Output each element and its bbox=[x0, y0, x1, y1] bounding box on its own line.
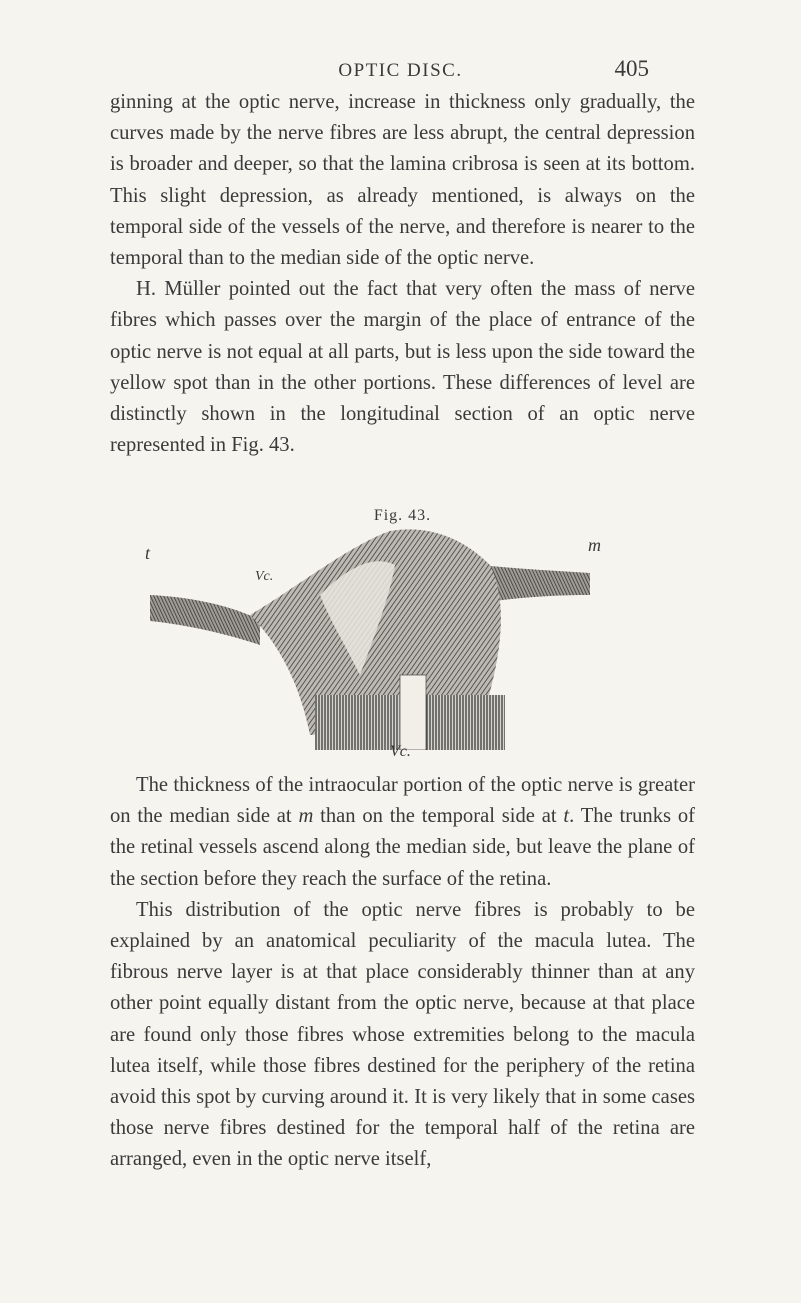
para3-part2: than on the temporal side at bbox=[313, 805, 564, 828]
retina-left bbox=[150, 595, 260, 645]
optic-nerve-section-illustration bbox=[150, 525, 590, 750]
figure-label-vc-bottom: Vc. bbox=[390, 743, 411, 760]
para3-t: t bbox=[563, 805, 570, 828]
figure-caption: Fig. 43. bbox=[373, 507, 432, 524]
paragraph-muller: H. Müller pointed out the fact that very often the mass of nerve fibres which passes over the margin of the place of entrance of the optic nerve is not equal at all parts, but is less upon the side toward the yellow spot than in the other portions. These differences of level are distinctly shown in the longitudinal section of an optic nerve represented in Fig. 43. bbox=[110, 278, 695, 457]
figure-43 bbox=[110, 507, 695, 767]
text-block-top bbox=[110, 87, 695, 461]
running-head-title: OPTIC DISC. bbox=[338, 60, 463, 81]
para3-m: m bbox=[298, 805, 314, 828]
text-block-bottom bbox=[110, 770, 695, 1176]
paragraph-distribution: This distribution of the optic nerve fibres is probably to be explained by an anatomical peculiarity of the macula lutea. The fibrous nerve layer is at that place considerably thinner than at any other point equally distant from the optic nerve, because at that place are found only those fibres whose extremities belong to the macula lutea itself, while those fibres destined for the periphery of the retina avoid this spot by curving around it. It is very likely that in some cases those nerve fibres destined for the temporal half of the retina are arranged, even in the optic nerve itself, bbox=[110, 898, 695, 1171]
paragraph-thickness bbox=[110, 770, 695, 895]
running-head bbox=[0, 56, 801, 86]
figure-label-vc-top: Vc. bbox=[255, 569, 274, 584]
figure-label-t: t bbox=[145, 543, 151, 563]
paragraph-continued: ginning at the optic nerve, increase in thickness only gradually, the curves made by the nerve fibres are less abrupt, the central depression is broader and deeper, so that the lamina cribrosa is seen at its bottom. This slight depression, as already mentioned, is always on the temporal side of the vessels of the nerve, and therefore is nearer to the temporal than to the median side of the optic nerve. bbox=[110, 91, 695, 270]
para3-part1: The thickness of the intraocular portion of the optic nerve is greater on the median side at bbox=[110, 774, 695, 828]
page-number: 405 bbox=[614, 56, 649, 81]
figure-label-m: m bbox=[588, 535, 601, 555]
para3-part3: . The trunks of the retinal vessels ascend along the median side, but leave the plane of the section before they reach the surface of the retina. bbox=[110, 805, 695, 890]
